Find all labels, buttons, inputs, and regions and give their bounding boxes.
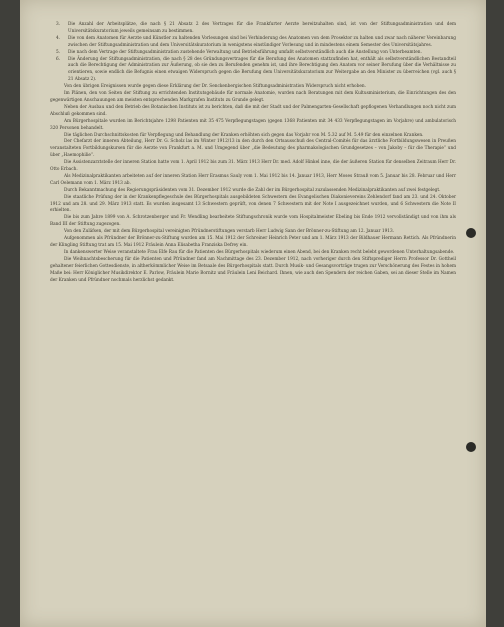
paragraph: Im Plänen, den von Seiten der Stiftung zu errichtenden Institutsgebäude für normale Anatomie, wurden nach Beratungen mit dem Kultusministerium, die Einrichtungen des den gegenwärtigen Anschauungen am meisten entsprechenden Markgrafen Instituts zu Grunde gelegt. (50, 91, 456, 103)
paragraph: Als Medizinalpraktikanten arbeiteten auf der inneren Station Herr Erasmus Sauly vom 1. Mai 1912 bis 14. Januar 1913, Herr Moses Strauß vom 5. Januar bis 28. Februar und Herr Carl Oelemann vom 1. März 1913 ab. (50, 173, 456, 186)
list-item: 4. Die von dem Anatomen für Aerzte und Künstler zu haltenden Vorlesungen sind bei Verhinderung des Anatomen von dem Prosektor zu halten und zwar nach näherer Vereinbarung zwischen der Stiftungsadministration und dem Universitätskuratorium in wenigstens einstündiger Vorlesung und in mindestens einem Semester des Universitätsjahres. (56, 35, 456, 48)
punch-hole (466, 228, 476, 238)
paragraph: Die Weihnachtsbescherung für die Patienten und Pfründner fand am Nachmittage des 23. Dezember 1912, nach vorheriger durch den Stiftsprediger Herrn Professor Dr. Gottheil gehaltener feierlichen Gottesdienste, in altherkömmlicher Weise im Betsaale des Bürgerhospitals statt. Durch Musik- und Gesangsvorträge trugen zur Verschönerung des Festes in hohem Maße bei: Herr Königlicher Musikdirektor E. Parlow, Fräulein Marie Bornitz und Fräulein Leni Beichard. Ihnen, wie auch den Spendern der reichen Gaben, sei an dieser Stelle im Namen der Kranken und Pfründner nochmals herzlichst gedankt. (50, 256, 456, 283)
document-body (50, 22, 456, 284)
paragraph: Von den Zuläfsen, der mit dem Bürgerhospital vereinigten Pfründnerstiftungen verstarb Herr Ludwig Sann der Brönner-zu-Stiftung am 12. Januar 1913. (64, 229, 395, 235)
paragraph: Die staatliche Prüfung der in der Krankenpflegeschule des Bürgerhospitals ausgebildeten Schwestern des Evangelischen Diakonievereins Zehlendorf fand am 23. und 24. Oktober 1912 und am 28. und 29. März 1913 statt. Es wurden insgesamt 13 Schwestern geprüft, von denen 7 Schwestern mit der Note I ausgezeichnet wurden, und 6 Schwestern die Note II erhielten. (50, 194, 456, 214)
list-item: 5. Die nach dem Vertrage der Stiftungsadministration zustehende Verwaltung und Betriebsführung umfaßt selbstverständlich auch die Anstellung von Unterbeamten. (56, 49, 422, 55)
paragraph: Der Chefarzt der inneren Abteilung, Herr Dr. G. Scholz las im Winter 1912/13 in den durch den Ortsausschuß des Central-Comités für das ärztliche Fortbildungswesen in Preußen veranstalteten Fortbildungskursen für die Aerzte von Frankfurt a. M. und Umgegend über „die Bedeutung des pharmakologischen Grundgesetzes – von Jakoby – für die Therapie“ und über „Haemophilie“. (50, 139, 456, 159)
paragraph: Die täglichen Durchschnittskosten für Verpflegung und Behandlung der Kranken erhöhten sich gegen das Vorjahr von M. 5.32 auf M. 5.49 für den einzelnen Kranken. (64, 132, 424, 138)
paragraph: Am Bürgerhospitale wurden im Berichtsjahre 1298 Patienten mit 35 475 Verpflegungstagen (gegen 1368 Patienten mit 34 433 Verpflegungstagen im Vorjahre) und ambulatorisch 320 Personen behandelt. (50, 118, 456, 131)
punch-hole (466, 442, 476, 452)
list-item: 3. Die Anzahl der Arbeitsplätze, die nach § 21 Absatz 2 des Vertrages für die Frankfurter Aerzte bereitzuhalten sind, ist von der Stiftungsadministration und dem Universitätskuratorium jeweils gemeinsam zu bestimmen. (56, 22, 456, 34)
document-page (20, 0, 486, 627)
paragraph: Durch Bekanntmachung des Regierungspräsidenten vom 31. Dezember 1912 wurde die Zahl der im Bürgerhospital zuzulassenden Medizinalpraktikanten auf zwei festgelegt. (64, 187, 441, 193)
paragraph: Von den übrigen Ereignissen wurde gegen diese Erklärung der Dr. Senckenbergischen Stiftungsadministration Widerspruch nicht erhoben. (64, 84, 366, 90)
list-item: 6. Die Änderung der Stiftungsadministration, die nach § 28 des Gründungsvertrages für die Berufung des Anatomen stattzufinden hat, enthält als selbstverständlichen Bestandteil auch die Berechtigung der Administration zur Äußerung, ob sie den zu Berufenden genehm ist, und ihre Berechtigung den Anatom vor seiner Berufung über die Verhältnisse zu orientieren, sowie endlich die Befugnis einen etwaigen Widerspruch gegen die Berufung dem Universitätskuratorium zur Weitergabe an den Minister zu überreichen (vgl. auch § 21 Absatz 2). (56, 56, 456, 83)
paragraph: Neben der Ausbau und den Betrieb des Botanischen Instituts ist zu berichten, daß die mit der Stadt und der Palmengarten-Gesellschaft gepflogenen Verhandlungen noch nicht zum Abschluß gekommen sind. (50, 104, 456, 117)
paragraph: Die bis zum Jahre 1899 von A. Schrotzenberger und Fr. Wendling bearbeitete Stiftungschronik wurde vom Hospitalmeister Ebeling bis Ende 1912 vervollständigt und von ihm als Band III der Stiftung zugezogen. (50, 215, 456, 228)
paragraph: Aufgenommen als Pfründner der Brönner-zu-Stiftung wurden am 15. Mai 1912 der Schreiner Heinrich Peter und am 1. März 1913 der Bildhauer Hermann Rettich. Als Pfründnerin der Klingling Stiftung trat am 15. Mai 1912 Fräulein Anna Elisabetha Franziska Defrey ein. (50, 236, 456, 248)
paragraph: Die Assistenzarztstelle der inneren Station hatte vom 1. April 1912 bis zum 31. März 1913 Herr Dr. med. Adolf Hinkel inne, die der äußeren Station für denselben Zeitraum Herr Dr. Otto Erbach. (50, 160, 456, 173)
paragraph: In dankenswerter Weise veranstaltete Frau Elfe Rau für die Patienten des Bürgerhospitals wiederum einen Abend, bei den Kranken recht belebt gewordenen Unterhaltungsabende. (64, 249, 455, 255)
